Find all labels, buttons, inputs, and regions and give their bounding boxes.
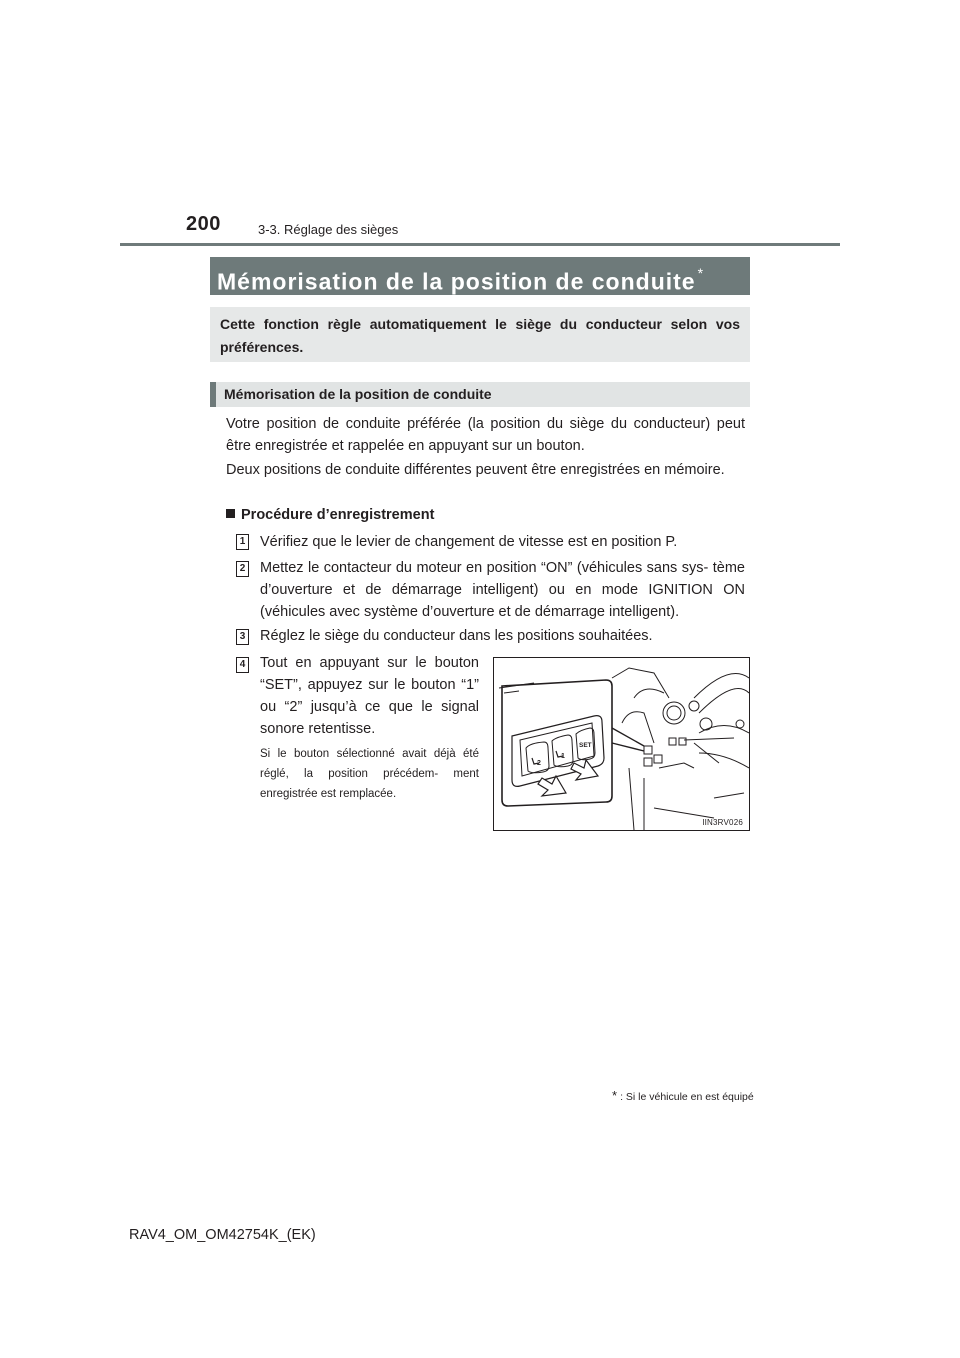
- paragraph-2: Deux positions de conduite différentes peuvent être enregistrées en mémoire.: [226, 462, 725, 478]
- figure-code: IIN3RV026: [702, 818, 743, 827]
- page-title-text: Mémorisation de la position de conduite: [217, 268, 696, 295]
- dashboard-drawing: [494, 658, 749, 830]
- step-3-text: Réglez le siège du conducteur dans les positions souhaitées.: [260, 628, 653, 644]
- step-4-note: Si le bouton sélectionné avait déjà été réglé, la position précédem- ment enregistrée est remplacée.: [260, 748, 479, 800]
- step-4-text: Tout en appuyant sur le bouton “SET”, appuyez sur le bouton “1” ou “2” jusqu’à ce que le signal sonore retentisse.: [260, 655, 479, 737]
- button-2-label: 2: [537, 760, 541, 767]
- procedure-heading-text: Procédure d’enregistrement: [241, 507, 435, 523]
- step-1-text: Vérifiez que le levier de changement de vitesse est en position P.: [260, 534, 678, 550]
- step-number-2: 2: [236, 561, 249, 577]
- intro-box: Cette fonction règle automatiquement le siège du conducteur selon vos préférences.: [210, 307, 750, 362]
- step-number-1: 1: [236, 534, 249, 550]
- button-set-label: SET: [579, 742, 592, 749]
- memory-switch-illustration: [493, 657, 750, 831]
- button-1-label: 1: [561, 753, 565, 760]
- footnote: [612, 1088, 754, 1103]
- document-id: RAV4_OM_OM42754K_(EK): [129, 1227, 316, 1243]
- header-rule: [120, 243, 840, 246]
- step-number-4: 4: [236, 657, 249, 673]
- footnote-star: *: [612, 1088, 618, 1103]
- step-number-3: 3: [236, 629, 249, 645]
- section-label: 3-3. Réglage des sièges: [258, 222, 399, 237]
- square-bullet-icon: [226, 509, 235, 518]
- subsection-heading: Mémorisation de la position de conduite: [210, 382, 750, 407]
- procedure-heading: [226, 507, 434, 523]
- title-asterisk: *: [697, 265, 705, 281]
- page-number: 200: [186, 213, 221, 235]
- footnote-text: : Si le véhicule en est équipé: [620, 1091, 754, 1103]
- step-2-text: Mettez le contacteur du moteur en position “ON” (véhicules sans sys- tème d’ouverture et de démarrage intelligent) ou en mode IGNITION ON (véhicules avec système d’ouverture et de démarrage intelligent).: [260, 560, 745, 620]
- page-title: [210, 257, 750, 295]
- paragraph-1: Votre position de conduite préférée (la position du siège du conducteur) peut être enregistrée et rappelée en appuyant sur un bouton.: [226, 416, 745, 454]
